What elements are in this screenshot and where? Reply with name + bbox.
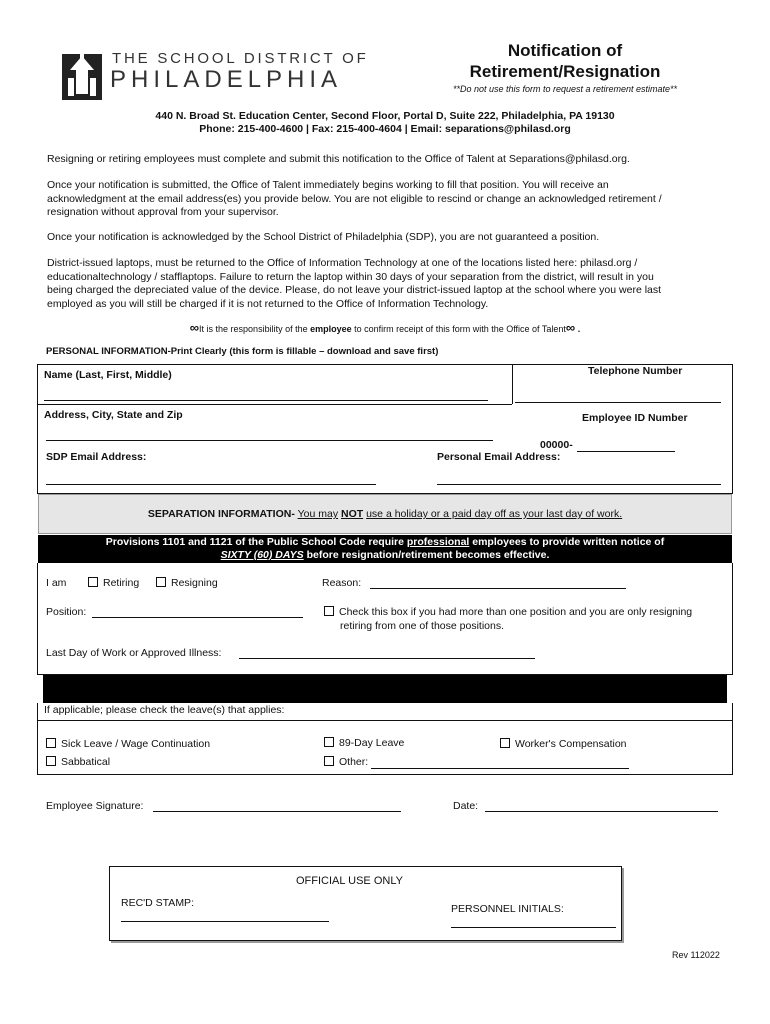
sick-leave-checkbox[interactable]: Sick Leave / Wage Continuation: [46, 738, 210, 750]
date-label: Date:: [453, 800, 479, 812]
provisions-banner: Provisions 1101 and 1121 of the Public School Code require professional employees to provide written notice of SIXTY (60) DAYS before resignation/retirement becomes effective.: [38, 535, 732, 563]
form-title: Notification of Retirement/Resignation: [469, 41, 661, 81]
retiring-checkbox[interactable]: Retiring: [88, 577, 139, 589]
revision-label: Rev 112022: [672, 950, 720, 960]
telephone-label: Telephone Number: [588, 365, 683, 377]
multi-position-text: retiring from one of those positions.: [340, 620, 505, 632]
checkbox-icon[interactable]: [88, 577, 98, 587]
school-building-icon: [62, 48, 102, 100]
checkbox-icon[interactable]: [46, 738, 56, 748]
sdp-email-label: SDP Email Address:: [46, 451, 147, 463]
intro-paragraph-4: District-issued laptops, must be returned to the Office of Information Technology at one of the locations listed here: philasd.org / educationaltechnology / stafflaptops. Failure to return the laptop within 30 days of your separation from the district, will result in you being charged the depreciated value of the device. Please, do not leave your district-issued laptop at the school where you were last employed as you will still be charged if it is not returned to the Office of Information Technology.: [47, 257, 662, 310]
personnel-initials-label: PERSONNEL INITIALS:: [451, 903, 564, 915]
intro-paragraph-1: Resigning or retiring employees must complete and submit this notification to the Office of Talent at Separations@philasd.org.: [47, 153, 630, 165]
other-leave-field[interactable]: [371, 768, 629, 769]
reason-label: Reason:: [322, 577, 362, 589]
official-use-heading: OFFICIAL USE ONLY: [296, 875, 403, 887]
recd-stamp-label: REC'D STAMP:: [121, 897, 194, 909]
i-am-label: I am: [46, 577, 67, 589]
employee-id-label: Employee ID Number: [582, 412, 688, 424]
recd-stamp-field[interactable]: [121, 921, 329, 922]
employee-id-prefix: 00000-: [540, 439, 573, 451]
divider: [512, 364, 513, 404]
personal-email-field[interactable]: [437, 484, 721, 485]
workers-comp-checkbox[interactable]: Worker's Compensation: [500, 738, 627, 750]
checkbox-icon[interactable]: [500, 738, 510, 748]
form-subtitle: **Do not use this form to request a retirement estimate**: [452, 84, 678, 94]
employee-signature-label: Employee Signature:: [46, 800, 144, 812]
personal-email-label: Personal Email Address:: [437, 451, 561, 463]
name-label: Name (Last, First, Middle): [44, 369, 172, 381]
address-label: Address, City, State and Zip: [44, 409, 183, 421]
logo-text-line1: THE SCHOOL DISTRICT OF: [112, 50, 369, 67]
personal-info-heading: PERSONAL INFORMATION-Print Clearly (this form is fillable – download and save first): [46, 346, 439, 357]
reason-field[interactable]: [370, 588, 626, 589]
leave-prompt: If applicable; please check the leave(s) that applies:: [44, 704, 285, 716]
address-field[interactable]: [46, 440, 493, 441]
date-field[interactable]: [485, 811, 718, 812]
intro-paragraph-3: Once your notification is acknowledged by the School District of Philadelphia (SDP), you are not guaranteed a position.: [47, 231, 600, 243]
checkbox-icon[interactable]: [324, 756, 334, 766]
last-day-label: Last Day of Work or Approved Illness:: [46, 647, 222, 659]
other-leave-checkbox[interactable]: Other:: [324, 756, 368, 768]
responsibility-note: ∞It is the responsibility of the employee to confirm receipt of this form with the Office of Talent∞ .: [189, 320, 581, 335]
position-label: Position:: [46, 606, 87, 618]
last-day-field[interactable]: [239, 658, 535, 659]
multi-position-checkbox[interactable]: Check this box if you had more than one position and you are only resigning: [324, 606, 692, 618]
checkbox-icon[interactable]: [46, 756, 56, 766]
leave-banner: [43, 675, 727, 703]
infinity-icon: ∞: [565, 320, 576, 335]
separation-header: SEPARATION INFORMATION- You may NOT use a holiday or a paid day off as your last day of work.: [147, 508, 623, 520]
logo-text-line2: PHILADELPHIA: [110, 66, 343, 93]
divider: [38, 404, 512, 405]
resigning-checkbox[interactable]: Resigning: [156, 577, 218, 589]
checkbox-icon[interactable]: [156, 577, 166, 587]
checkbox-icon[interactable]: [324, 737, 334, 747]
personnel-initials-field[interactable]: [451, 927, 616, 928]
infinity-icon: ∞: [189, 320, 200, 335]
divider: [38, 720, 732, 721]
employee-signature-field[interactable]: [153, 811, 401, 812]
sdp-email-field[interactable]: [46, 484, 376, 485]
employee-id-field[interactable]: [577, 451, 675, 452]
sabbatical-checkbox[interactable]: Sabbatical: [46, 756, 110, 768]
position-field[interactable]: [92, 617, 303, 618]
intro-paragraph-2: Once your notification is submitted, the Office of Talent immediately begins working to fill that position. You will receive an acknowledgment at the email address(es) you provide below. You are not eligible to rescind or change an acknowledged retirement / resignation without approval from your supervisor.: [47, 179, 662, 218]
telephone-field[interactable]: [515, 402, 721, 403]
name-field[interactable]: [44, 400, 488, 401]
89-day-leave-checkbox[interactable]: 89-Day Leave: [324, 737, 404, 749]
personal-info-box: [37, 364, 733, 494]
checkbox-icon[interactable]: [324, 606, 334, 616]
office-address: 440 N. Broad St. Education Center, Second Floor, Portal D, Suite 222, Philadelphia, PA 19130 Phone: 215-400-4600 | Fax: 215-400-4604 | Email: separations@philasd.org: [155, 110, 615, 135]
